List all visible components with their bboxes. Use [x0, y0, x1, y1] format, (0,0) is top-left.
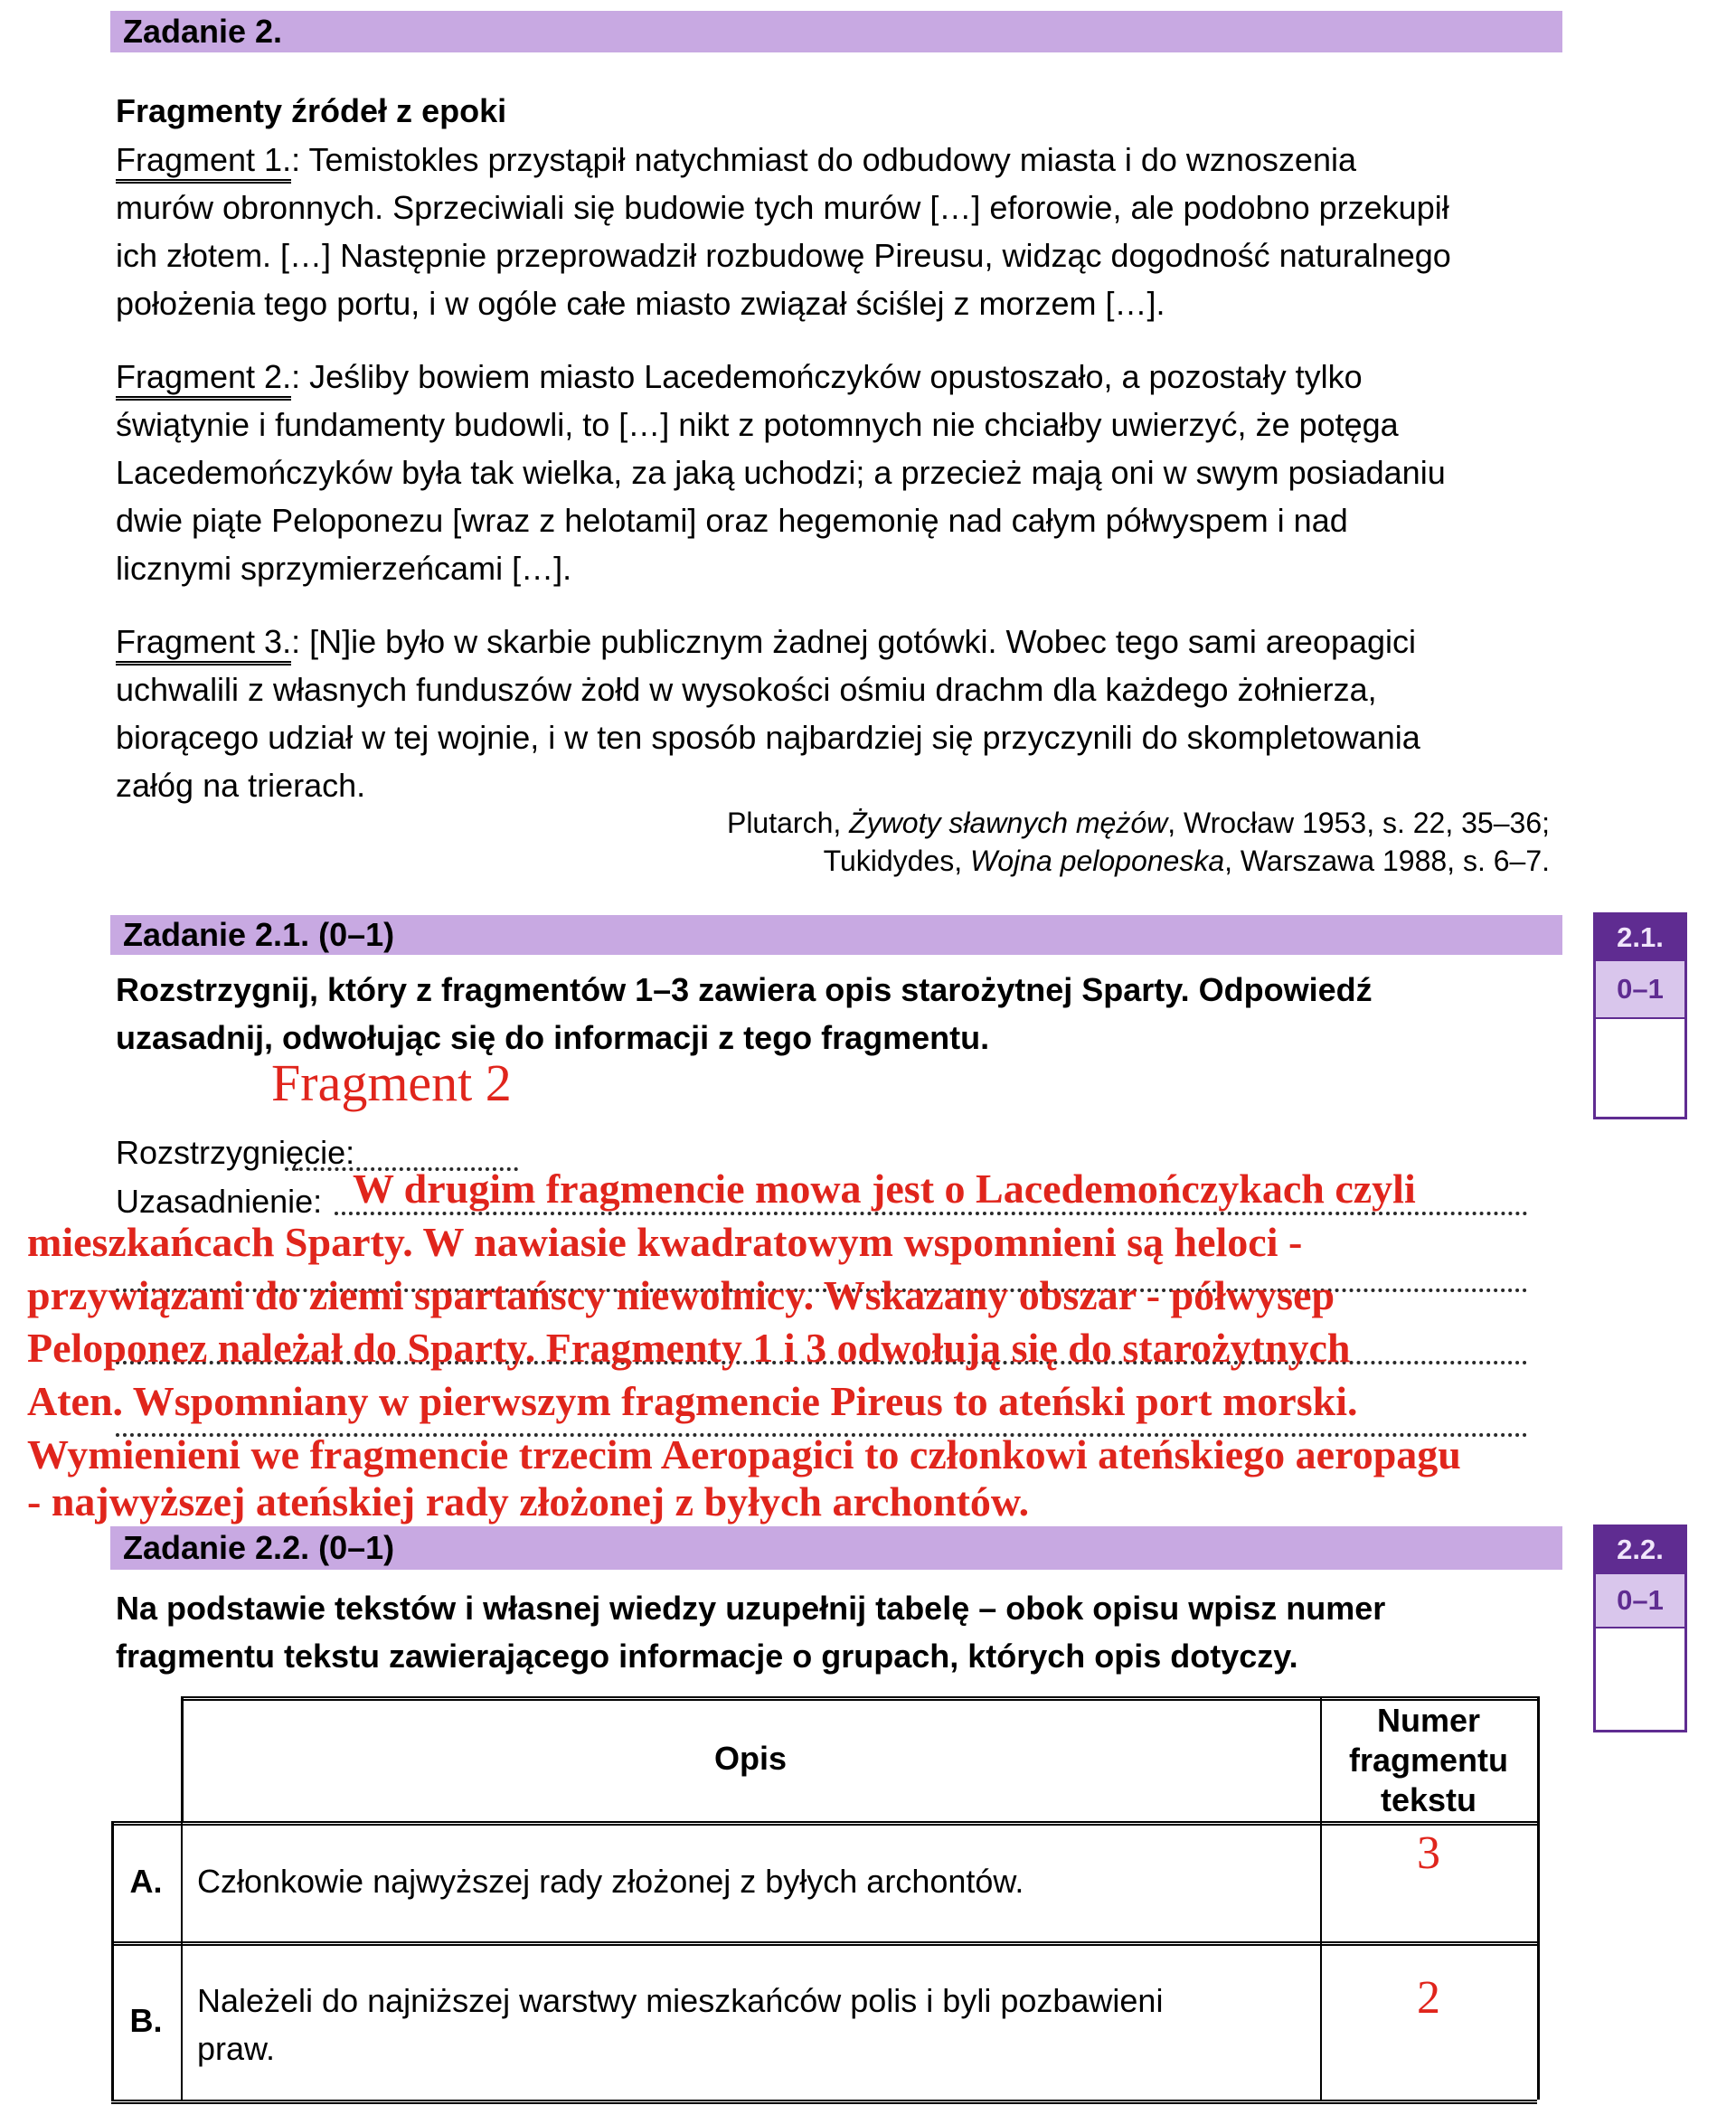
citation-author: Plutarch, — [726, 807, 850, 839]
task22-question-line: fragmentu tekstu zawierającego informacje o grupach, których opis dotyczy. — [116, 1638, 1298, 1675]
score-box-points: 0–1 — [1596, 1572, 1684, 1628]
task22-header-label: Zadanie 2.2. (0–1) — [123, 1529, 395, 1566]
citation-plutarch — [116, 804, 1550, 842]
table-row-b-answer[interactable]: 2 — [1417, 1972, 1440, 2024]
fragment-3-line: uchwalili z własnych funduszów żołd w wysokości ośmiu drachm dla każdego żołnierza, — [116, 671, 1377, 708]
justification-text-line[interactable]: przywiązani do ziemi spartańscy niewolnicy. Wskazany obszar - półwysep — [27, 1272, 1335, 1318]
table-border — [1537, 1696, 1540, 2100]
task22-header-bar — [110, 1526, 1562, 1570]
decision-label: Rozstrzygnięcie: — [116, 1134, 355, 1171]
fragment-2-line — [116, 353, 1446, 401]
justification-text-line[interactable]: - najwyższej ateńskiej rady złożonej z byłych archontów. — [27, 1478, 1030, 1525]
task21-question — [116, 966, 1373, 1062]
score-box-2-2 — [1593, 1525, 1687, 1732]
table-header-numer-line: tekstu — [1380, 1781, 1477, 1818]
fragment-3-label: Fragment 3. — [116, 623, 291, 666]
fragment-2-line: świątynie i fundamenty budowli, to […] nikt z potomnych nie chciałby uwierzyć, że potęga — [116, 406, 1399, 443]
fragment-3-line — [116, 618, 1420, 666]
table-row-b-description-line: Należeli do najniższej warstwy mieszkańców polis i byli pozbawieni — [197, 1982, 1164, 2019]
fragment-1-line — [116, 136, 1451, 184]
table-border — [181, 1821, 183, 2100]
task22-question-line: Na podstawie tekstów i własnej wiedzy uzupełnij tabelę – obok opisu wpisz numer — [116, 1590, 1386, 1627]
task22-question — [116, 1584, 1385, 1680]
fragment-3-first-line: : [N]ie było w skarbie publicznym żadnej gotówki. Wobec tego sami areopagici — [291, 623, 1417, 660]
table-header-numer-line: fragmentu — [1348, 1742, 1508, 1779]
fragment-1-label: Fragment 1. — [116, 141, 291, 184]
score-box-empty-cell[interactable] — [1596, 1628, 1684, 1730]
justification-text-line[interactable]: Wymienieni we fragmencie trzecim Aeropagici to członkowi ateńskiego aeropagu — [27, 1431, 1461, 1477]
table-row-b-letter: B. — [129, 2002, 163, 2039]
fragment-2-line: dwie piąte Peloponezu [wraz z helotami] oraz hegemonię nad całym półwyspem i nad — [116, 502, 1348, 539]
task21-question-line: uzasadnij, odwołując się do informacji z tego fragmentu. — [116, 1019, 990, 1056]
table-row-a-letter: A. — [129, 1863, 163, 1900]
table-border — [111, 2100, 1537, 2104]
task2-header-bar — [110, 11, 1562, 52]
table-row-b-description — [197, 1977, 1163, 2072]
justification-text-line[interactable]: Aten. Wspomniany w pierwszym fragmencie Pireus to ateński port morski. — [27, 1378, 1358, 1424]
fragment-3-line: załóg na trierach. — [116, 767, 366, 804]
citation-details: , Wrocław 1953, s. 22, 35–36; — [1167, 807, 1550, 839]
justification-text-line[interactable]: Peloponez należał do Sparty. Fragmenty 1 i 3 odwołują się do starożytnych — [27, 1325, 1351, 1371]
fragment-2-first-line: : Jeśliby bowiem miasto Lacedemończyków opustoszało, a pozostały tylko — [291, 358, 1363, 395]
table-row-b-description-line: praw. — [197, 2030, 276, 2067]
task21-header-label: Zadanie 2.1. (0–1) — [123, 916, 395, 953]
table-row-a-description: Członkowie najwyższej rady złożonej z byłych archontów. — [197, 1863, 1024, 1900]
justification-label: Uzasadnienie: — [116, 1183, 323, 1220]
table-header-numer — [1320, 1696, 1537, 1825]
score-box-empty-cell[interactable] — [1596, 1019, 1684, 1117]
citation-title: Żywoty sławnych mężów — [849, 807, 1168, 839]
score-box-task-id: 2.2. — [1596, 1527, 1684, 1572]
citation-details: , Warszawa 1988, s. 6–7. — [1224, 845, 1550, 877]
justification-text-line[interactable]: W drugim fragmencie mowa jest o Lacedemończykach czyli — [353, 1166, 1416, 1212]
table-row-a-answer[interactable]: 3 — [1417, 1827, 1440, 1879]
fragment-1-line: ich złotem. […] Następnie przeprowadził rozbudowę Pireusu, widząc dogodność naturalnego — [116, 237, 1451, 274]
fragment-2-line: licznymi sprzymierzeńcami […]. — [116, 550, 572, 587]
fragment-1-line: murów obronnych. Sprzeciwiali się budowie tych murów […] eforowie, ale podobno przekupił — [116, 189, 1449, 226]
citation-author: Tukidydes, — [823, 845, 971, 877]
fragment-3-line: biorącego udział w tej wojnie, i w ten sposób najbardziej się przyczynili do skompletowania — [116, 719, 1420, 756]
fragment-1-paragraph — [116, 136, 1451, 327]
task2-header-label: Zadanie 2. — [123, 13, 283, 50]
score-box-points: 0–1 — [1596, 959, 1684, 1019]
sources-title: Fragmenty źródeł z epoki — [116, 92, 507, 129]
citation-tukidydes — [116, 842, 1550, 880]
score-box-task-id: 2.1. — [1596, 915, 1684, 959]
task21-question-line: Rozstrzygnij, który z fragmentów 1–3 zawiera opis starożytnej Sparty. Odpowiedź — [116, 971, 1373, 1008]
fragment-2-line: Lacedemończyków była tak wielka, za jaką uchodzi; a przecież mają oni w swym posiadaniu — [116, 454, 1446, 491]
table-border — [111, 1941, 1537, 1946]
justification-text-line[interactable]: mieszkańcach Sparty. W nawiasie kwadratowym wspomnieni są heloci - — [27, 1219, 1303, 1265]
task21-header-bar — [110, 915, 1562, 955]
citation-title: Wojna peloponeska — [970, 845, 1225, 877]
decision-answer-text[interactable]: Fragment 2 — [271, 1053, 512, 1112]
table-header-opis: Opis — [713, 1740, 787, 1777]
fragment-3-paragraph — [116, 618, 1420, 809]
fragment-2-paragraph — [116, 353, 1446, 592]
fragment-1-line: położenia tego portu, i w ogóle całe miasto związał ściślej z morzem […]. — [116, 285, 1165, 322]
fragment-2-label: Fragment 2. — [116, 358, 291, 401]
table-header-numer-line: Numer — [1376, 1702, 1481, 1739]
score-box-2-1 — [1593, 912, 1687, 1119]
fragment-1-first-line: : Temistokles przystąpił natychmiast do odbudowy miasta i do wznoszenia — [291, 141, 1356, 178]
